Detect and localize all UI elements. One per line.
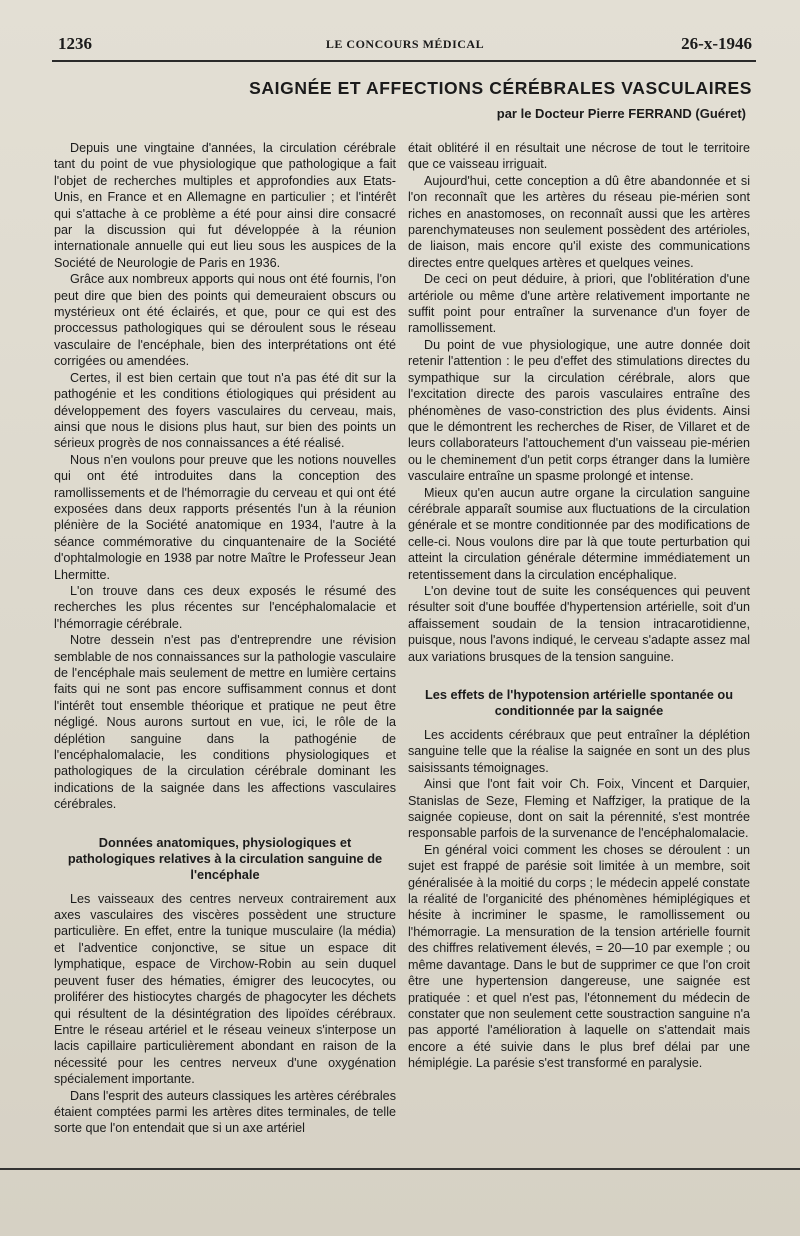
issue-date: 26-x-1946: [681, 34, 752, 53]
paragraph: De ceci on peut déduire, à priori, que l'oblitération d'une artériole ou même d'une artère relativement importante ne suffit point pour entraîner la survenance d'un foyer de ramollissement.: [408, 272, 750, 336]
article-title: SAIGNÉE ET AFFECTIONS CÉRÉBRALES VASCULAIRES: [249, 78, 752, 98]
paragraph: Mieux qu'en aucun autre organe la circulation sanguine cérébrale apparaît soumise aux fluctuations de la circulation générale et se montre conditionnée par des modifications de celle-ci. Nous voulons dire par là que toute perturbation qui atteint la circulation générale détermine immédiatement un retentissement dans la circulation encéphalique.: [408, 485, 750, 582]
journal-name: LE CONCOURS MÉDICAL: [325, 37, 485, 51]
paragraph: Depuis une vingtaine d'années, la circulation cérébrale tant du point de vue physiologique que pathologique a fait l'objet de recherches multiples et approfondies aux Etats-Unis, en France et en Allemagne en particulier ; et l'intérêt qui s'attache à ce problème a été pour ainsi dire consacré par la discussion qui fut développée à la réunion internationale annuelle qui eut lieu sous les auspices de la Société de Neurologie de Paris en 1936.: [54, 141, 396, 270]
paragraph: Grâce aux nombreux apports qui nous ont été fournis, l'on peut dire que bien des points qui demeuraient obscurs ou mystérieux ont été éclairés, et que, pour ce qui est des proccessus pathologiques qui se déroulent sous le réseau vasculaire de l'encéphale, bien des interprétations ont été corrigées ou amendées.: [54, 272, 396, 369]
paragraph: L'on devine tout de suite les conséquences qui peuvent résulter soit d'une bouffée d'hypertension artérielle, soit d'un affaissement soudain de la tension intracarotidienne, puisque, nous l'avons indiqué, le cerveau s'adapte assez mal aux variations brusques de la tension sanguine.: [408, 583, 750, 664]
paragraph: Les accidents cérébraux que peut entraîner la déplétion sanguine telle que la réalise la saignée en sont un des plus saisissants témoignages.: [408, 728, 750, 775]
page-number: 1236: [58, 34, 92, 53]
paragraph: Aujourd'hui, cette conception a dû être abandonnée et si l'on reconnaît que les artères du réseau pie-mérien sont riches en anastomoses, on reconnaît aussi que les artères parenchymateuses non seulement possèdent des artérioles, de liaison, mais encore qu'il existe des communications directes entre quelques artères et quelques veines.: [408, 173, 750, 270]
paragraph: Certes, il est bien certain que tout n'a pas été dit sur la pathogénie et les conditions étiologiques qui président au développement des foyers vasculaires du cerveau, mais, ainsi que nous le disions plus haut, sur bien des points un sérieux progrès de nos connaissances a été réalisé.: [54, 370, 396, 451]
paragraph: Nous n'en voulons pour preuve que les notions nouvelles qui ont été introduites dans la conception des ramollissements et de l'hémorragie du cerveau et qui ont été exposées dans deux rapports présentés l'un à la réunion plénière de la Société anatomique en 1934, l'autre à la séance commémorative du cinquantenaire de la Société d'ophtalmologie en 1938 par notre Maître le Professeur Jean Lhermitte.: [54, 452, 396, 582]
paragraph: était oblitéré il en résultait une nécrose de tout le territoire que ce vaisseau irriguait.: [408, 141, 750, 172]
paragraph: Ainsi que l'ont fait voir Ch. Foix, Vincent et Darquier, Stanislas de Seze, Fleming et Naffziger, la pratique de la saignée copieuse, dont on sait la pérennité, s'est montrée responsable parfois de la survenance de l'encéphalomalacie.: [408, 777, 750, 841]
paragraph: Dans l'esprit des auteurs classiques les artères cérébrales étaient comptées parmi les artères dites terminales, de telle sorte que l'on entendait que si un axe artériel: [54, 1088, 396, 1136]
paragraph: L'on trouve dans ces deux exposés le résumé des recherches les plus récentes sur l'encéphalomalacie et l'hémorragie cérébrale.: [54, 583, 396, 631]
header-rule: [52, 60, 756, 62]
section-heading: Données anatomiques, physiologiques et pathologiques relatives à la circulation sanguine de l'encéphale: [67, 834, 383, 882]
paragraph: Du point de vue physiologique, une autre donnée doit retenir l'attention : le peu d'effet des stimulations directes du sympathique sur la circulation cérébrale, alors que l'excitation directe des parois vasculaires entraîne des phénomènes de vaso-constriction des plus évidents. Ainsi que le démontrent les recherches de Riser, de Villaret et de leurs collaborateurs l'attouchement d'un vaisseau pie-mérien ou le cheminement d'un petit corps étranger dans la lumière vasculaire entraîne un spasme prolongé et intense.: [408, 337, 750, 484]
footer-rule: [0, 1168, 800, 1170]
paragraph: En général voici comment les choses se déroulent : un sujet est frappé de parésie soit limitée à un membre, soit généralisée à la moitié du corps ; le médecin appelé constate la réalité de l'organicité des phénomènes hémiplégiques et hésite à incriminer le spasme, le ramollissement ou l'hémorragie. La mensuration de la tension artérielle fournit des chiffres relativement élevés, = 20—10 par exemple ; ou même davantage. Dans le but de supprimer ce que l'on croit être une hypertension dangereuse, une saignée est pratiquée : et quel n'est pas, l'étonnement du médecin de constater que non seulement cette soustraction sanguine n'a pas apporté l'amélioration à laquelle on s'attendait mais encore a été suivie dans le plus bref délai par une hémiplégie. La parésie s'est transformé en paralysie.: [408, 842, 750, 1071]
running-head: [50, 34, 760, 56]
right-column: [408, 140, 750, 1072]
section-heading: Les effets de l'hypotension artérielle spontanée ou conditionnée par la saignée: [424, 687, 734, 718]
paragraph: Les vaisseaux des centres nerveux contrairement aux axes vasculaires des viscères possèdent une structure particulière. En effet, entre la tunique musculaire (la média) et l'adventice conjonctive, se situe un espace dit lymphatique, espace de Virchow-Robin au sein duquel peuvent fuser des hématies, émigrer des leucocytes, ou proliférer des histiocytes chargés de phagocyter les déchets qui résultent de la désintégration des lipoïdes cérébraux. Entre le réseau artériel et le réseau veineux s'interpose un lacis capillaire particulièrement abondant en raison de la nécessité pour les centres nerveux d'une oxygénation spécialement importante.: [54, 891, 396, 1087]
paragraph: Notre dessein n'est pas d'entreprendre une révision semblable de nos connaissances sur la pathologie vasculaire de l'encéphale mais seulement de mettre en lumière certains faits qui ne sont pas encore suffisamment connus et dont l'intérêt tout ensemble théorique et pratique ne peut être négligé. Nous aurons surtout en vue, ici, le rôle de la déplétion sanguine dans la pathogénie de l'encéphalomalacie, les conditions physiologiques et pathologiques de la circulation cérébrale dominant les indications de la saignée dans les affections vasculaires cérébrales.: [54, 633, 396, 812]
left-column: [54, 140, 396, 1137]
article-byline: par le Docteur Pierre FERRAND (Guéret): [496, 106, 746, 121]
